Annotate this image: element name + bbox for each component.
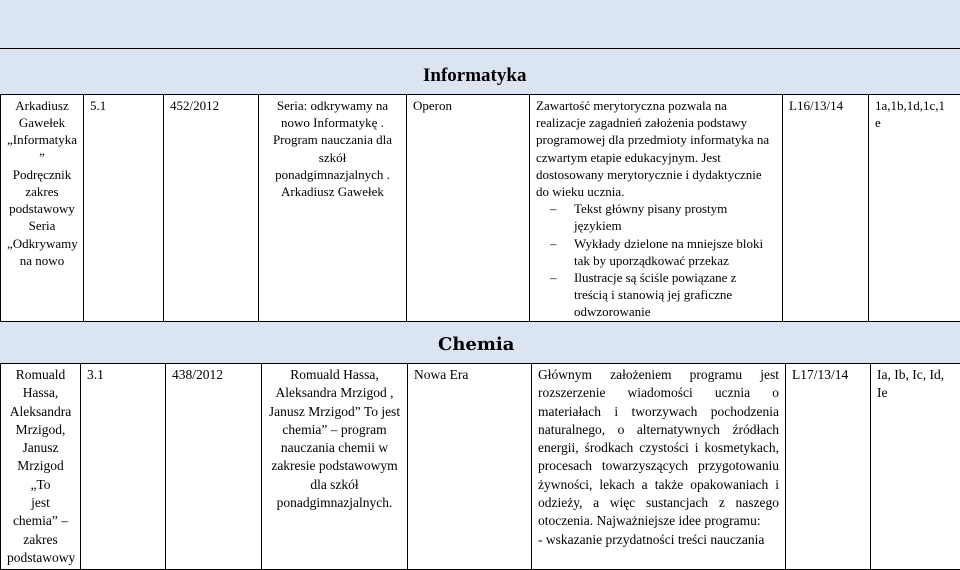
top-header-band bbox=[0, 0, 960, 48]
publisher-cell bbox=[408, 364, 532, 570]
text-line: Ie bbox=[877, 384, 954, 402]
list-item bbox=[536, 235, 776, 269]
text-line: Aleksandra bbox=[7, 403, 74, 421]
code-cell bbox=[786, 364, 871, 570]
text-line: do wieku ucznia. bbox=[536, 183, 776, 200]
number-cell bbox=[166, 364, 262, 570]
section-title-chemia: Chemia bbox=[438, 334, 514, 355]
text-line: ponadgimnazjalnych . bbox=[265, 166, 400, 183]
text-line: rozszerzenie wiadomości ucznia o bbox=[538, 384, 779, 402]
text-line: realizacje zagadnień założenia podstawy bbox=[536, 114, 776, 131]
text-line: Gawełek bbox=[7, 114, 77, 131]
text-line: Mrzigod, bbox=[7, 421, 74, 439]
text-line: nauczania chemii w bbox=[268, 439, 401, 457]
program-cell bbox=[259, 95, 407, 324]
publisher-cell bbox=[407, 95, 530, 324]
classes-cell bbox=[871, 364, 960, 570]
text-line: zakres bbox=[7, 531, 74, 549]
text-line: czwartym etapie edukacyjnym. Jest bbox=[536, 149, 776, 166]
text-line: ” bbox=[7, 149, 77, 166]
level-value: 5.1 bbox=[90, 97, 157, 114]
number-value: 438/2012 bbox=[172, 366, 255, 384]
text-line: 1a,1b,1d,1c,1 bbox=[875, 97, 954, 114]
text-line: Zawartość merytoryczna pozwala na bbox=[536, 97, 776, 114]
number-value: 452/2012 bbox=[170, 97, 252, 114]
section-header-chemia bbox=[0, 321, 960, 364]
list-item bbox=[536, 269, 776, 321]
text-line: Janusz Mrzigod” To jest bbox=[268, 403, 401, 421]
text-line: Wykłady dzielone na mniejsze bloki bbox=[574, 235, 776, 252]
description-cell bbox=[532, 364, 786, 570]
section-header-informatyka bbox=[0, 48, 960, 95]
text-line: tak by uporządkować przekaz bbox=[574, 252, 776, 269]
text-line: żywności, lekach a także opakowaniach i bbox=[538, 476, 779, 494]
text-line: odwzorowanie bbox=[574, 303, 776, 320]
text-line: e bbox=[875, 114, 954, 131]
text-line: Podręcznik bbox=[7, 166, 77, 183]
code-value: L17/13/14 bbox=[792, 366, 864, 384]
bullet-dash: – bbox=[536, 235, 574, 269]
text-line: - wskazanie przydatności treści nauczania bbox=[538, 531, 779, 549]
text-line: Hassa, bbox=[7, 384, 74, 402]
table-row bbox=[1, 364, 960, 570]
code-cell bbox=[783, 95, 869, 324]
chemia-table bbox=[0, 363, 960, 570]
bullet-dash: – bbox=[536, 269, 574, 321]
text-line: otoczenia. Najważniejsze idee programu: bbox=[538, 512, 779, 530]
text-line: procesach towarzyszących przygotowaniu bbox=[538, 457, 779, 475]
text-line: Seria bbox=[7, 217, 77, 234]
text-line: szkół bbox=[265, 149, 400, 166]
text-line: Program nauczania dla bbox=[265, 131, 400, 148]
code-value: L16/13/14 bbox=[789, 97, 862, 114]
text-line: zakres bbox=[7, 183, 77, 200]
text-line: Mrzigod „To bbox=[7, 457, 74, 494]
text-line: jest chemia” – bbox=[7, 494, 74, 531]
bullet-dash: – bbox=[536, 200, 574, 234]
classes-cell bbox=[869, 95, 960, 324]
text-line: ponadgimnazjalnych. bbox=[268, 494, 401, 512]
text-line: językiem bbox=[574, 217, 776, 234]
informatyka-table bbox=[0, 94, 960, 324]
text-line: Ia, Ib, Ic, Id, bbox=[877, 366, 954, 384]
publisher-value: Operon bbox=[413, 97, 523, 114]
text-line: treścią i stanowią jej graficzne bbox=[574, 286, 776, 303]
table-row bbox=[1, 95, 960, 324]
text-line: Tekst główny pisany prostym bbox=[574, 200, 776, 217]
author-cell bbox=[1, 364, 81, 570]
text-line: Janusz bbox=[7, 439, 74, 457]
level-cell bbox=[81, 364, 166, 570]
list-item bbox=[536, 200, 776, 234]
text-line: chemia” – program bbox=[268, 421, 401, 439]
text-line: odzieży, a więc sustancjach z naszego bbox=[538, 494, 779, 512]
text-line: podstawowy bbox=[7, 200, 77, 217]
text-line: „Odkrywamy bbox=[7, 235, 77, 252]
text-line: Arkadiusz bbox=[7, 97, 77, 114]
text-line: „Informatyka bbox=[7, 131, 77, 148]
number-cell bbox=[164, 95, 259, 324]
text-line: dostosowany merytorycznie i dydaktycznie bbox=[536, 166, 776, 183]
text-line: zakresie podstawowym bbox=[268, 457, 401, 475]
program-cell bbox=[262, 364, 408, 570]
text-line: Romuald bbox=[7, 366, 74, 384]
text-line: na nowo bbox=[7, 252, 77, 269]
level-cell bbox=[84, 95, 164, 324]
text-line: programowej dla przedmioty informatyka na bbox=[536, 131, 776, 148]
text-line: dla szkół bbox=[268, 476, 401, 494]
text-line: Ilustracje są ściśle powiązane z bbox=[574, 269, 776, 286]
text-line: Romuald Hassa, bbox=[268, 366, 401, 384]
publisher-value: Nowa Era bbox=[414, 366, 525, 384]
text-line: podstawowy bbox=[7, 549, 74, 567]
text-line: Aleksandra Mrzigod , bbox=[268, 384, 401, 402]
text-line: naturalnego, o alternatywnych źródłach bbox=[538, 421, 779, 439]
section-title-informatyka: Informatyka bbox=[423, 65, 526, 87]
text-line: energii, środkach czystości i kosmetykach, bbox=[538, 439, 779, 457]
description-cell bbox=[530, 95, 783, 324]
level-value: 3.1 bbox=[87, 366, 159, 384]
text-line: nowo Informatykę . bbox=[265, 114, 400, 131]
author-cell bbox=[1, 95, 84, 324]
text-line: Seria: odkrywamy na bbox=[265, 97, 400, 114]
text-line: Głównym założeniem programu jest bbox=[538, 366, 779, 384]
text-line: Arkadiusz Gawełek bbox=[265, 183, 400, 200]
text-line: materiałach i tworzywach pochodzenia bbox=[538, 403, 779, 421]
